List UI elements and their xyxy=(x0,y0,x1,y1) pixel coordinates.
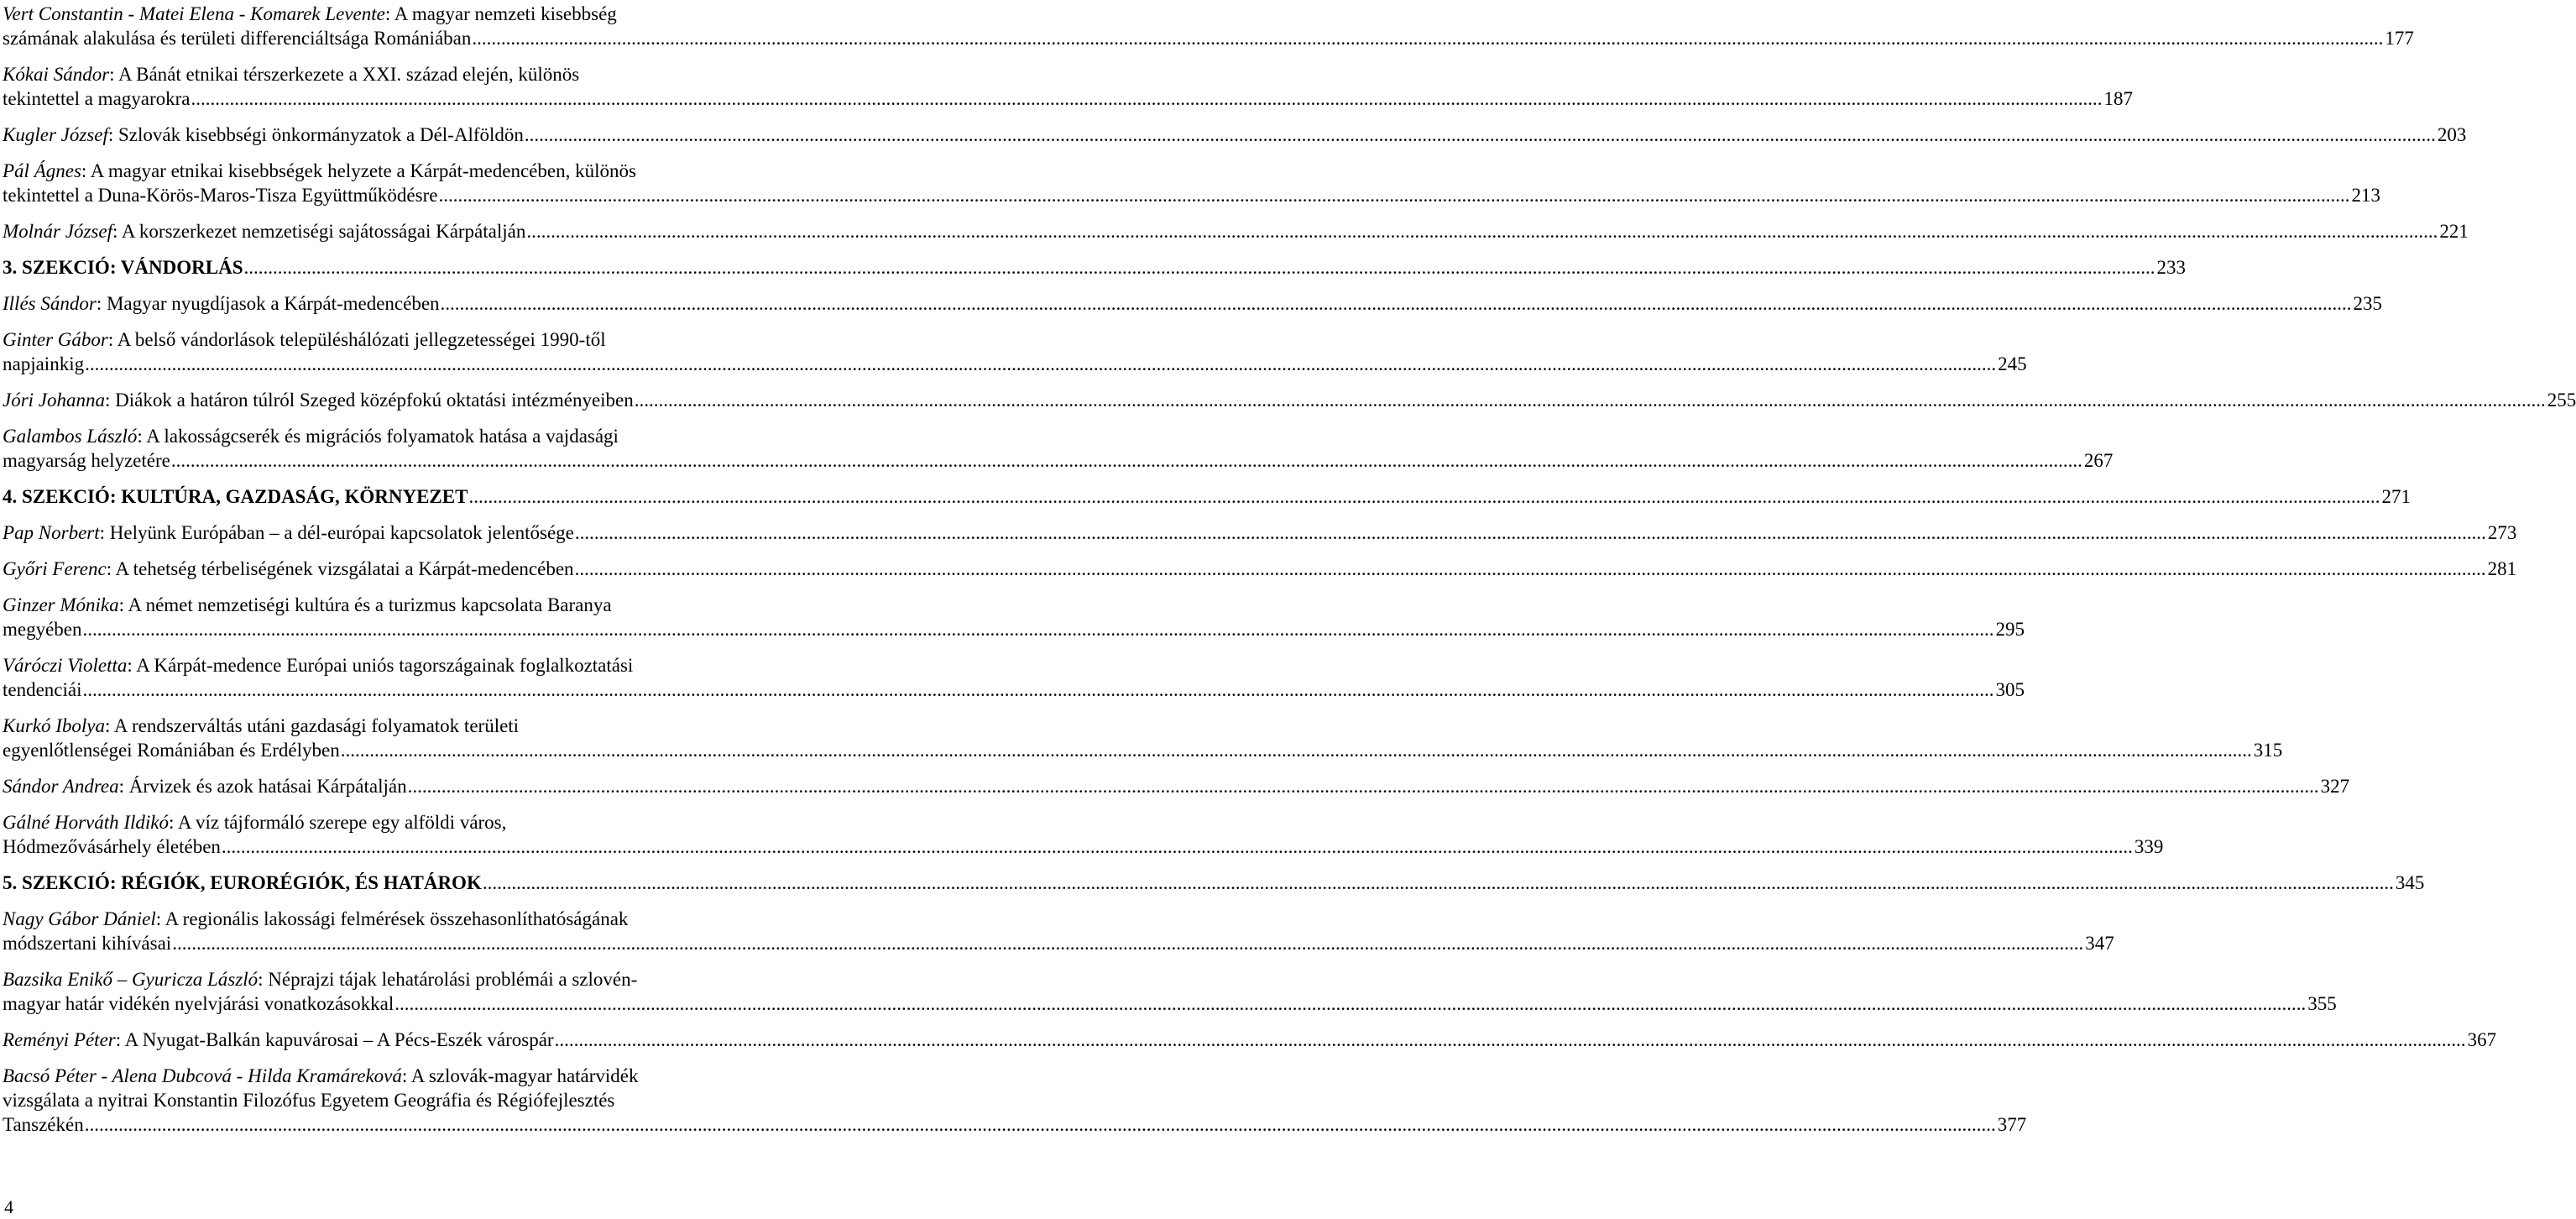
toc-line xyxy=(3,617,2025,641)
toc-title: : A német nemzetiségi kultúra és a turizmus kapcsolata Baranya xyxy=(118,594,612,615)
toc-title: napjainkig xyxy=(3,353,85,374)
toc-author: Győri Ferenc xyxy=(3,558,107,579)
toc-title: 5. SZEKCIÓ: RÉGIÓK, EURORÉGIÓK, ÉS HATÁROK xyxy=(3,872,482,893)
toc-entry xyxy=(3,388,2576,412)
toc-line xyxy=(3,1028,2497,1052)
dot-leader xyxy=(85,352,1996,376)
toc-text xyxy=(3,448,170,473)
dot-leader xyxy=(341,738,2252,762)
toc-page-number: 271 xyxy=(2381,486,2411,507)
toc-author: Vert Constantin - Matei Elena - Komarek Levente xyxy=(3,3,385,24)
toc-text xyxy=(3,774,407,798)
toc-text xyxy=(3,327,606,352)
toc-entry xyxy=(3,159,2380,207)
toc-entry xyxy=(3,123,2467,147)
toc-line xyxy=(3,255,2186,280)
toc-title: tendenciái xyxy=(3,679,82,700)
dot-leader xyxy=(172,931,2083,955)
toc-page-number: 235 xyxy=(2353,293,2383,314)
dot-leader xyxy=(635,388,2546,412)
toc-text xyxy=(3,557,574,581)
toc-page-number: 367 xyxy=(2467,1029,2497,1050)
toc-text xyxy=(3,183,437,207)
toc-text xyxy=(3,617,82,641)
toc-page-number: 345 xyxy=(2395,872,2425,893)
toc-entry xyxy=(3,967,2337,1016)
toc-title: vizsgálata a nyitrai Konstantin Filozófus Egyetem Geográfia és Régiófejlesztés xyxy=(3,1090,615,1111)
toc-entry xyxy=(3,810,2164,859)
toc-line xyxy=(3,159,802,183)
toc-text xyxy=(3,871,482,895)
toc-text xyxy=(3,255,243,280)
dot-leader xyxy=(244,255,2155,280)
toc-entry xyxy=(3,557,2517,581)
toc-text xyxy=(3,1064,639,1088)
toc-line xyxy=(3,2,802,26)
dot-leader xyxy=(85,1112,1996,1137)
toc-entry xyxy=(3,219,2469,243)
toc-text xyxy=(3,388,634,412)
toc-page-number: 273 xyxy=(2487,522,2517,543)
toc-author: Váróczi Violetta xyxy=(3,655,128,676)
toc-title: tekintettel a Duna-Körös-Maros-Tisza Együttműködésre xyxy=(3,185,438,206)
dot-leader xyxy=(441,291,2352,316)
dot-leader xyxy=(438,183,2349,207)
dot-leader xyxy=(525,123,2436,147)
toc-line xyxy=(3,1088,802,1112)
toc-text xyxy=(3,810,506,834)
dot-leader xyxy=(222,834,2133,859)
toc-text xyxy=(3,967,637,991)
toc-line xyxy=(3,521,2517,545)
toc-line xyxy=(3,219,2469,243)
toc-text xyxy=(3,714,519,738)
toc-line xyxy=(3,931,2114,955)
toc-text xyxy=(3,521,574,545)
toc-title: : A regionális lakossági felmérések összehasonlíthatóságának xyxy=(155,908,629,929)
dot-leader xyxy=(555,1028,2466,1052)
dot-leader xyxy=(483,871,2394,895)
toc-text xyxy=(3,291,440,316)
toc-text xyxy=(3,931,171,955)
toc-author: Sándor Andrea xyxy=(3,776,119,797)
toc-page-number: 255 xyxy=(2547,390,2576,411)
toc-title: módszertani kihívásai xyxy=(3,933,172,954)
toc-author: Ginzer Mónika xyxy=(3,594,119,615)
toc-line xyxy=(3,1064,802,1088)
toc-author: Kurkó Ibolya xyxy=(3,715,106,736)
toc-line xyxy=(3,738,2283,762)
toc-title: : A Kárpát-medence Európai uniós tagországainak foglalkoztatási xyxy=(127,655,634,676)
toc-title: egyenlőtlenségei Romániában és Erdélyben xyxy=(3,740,340,761)
toc-title: : Magyar nyugdíjasok a Kárpát-medencében xyxy=(96,293,440,314)
toc-title: Tanszékén xyxy=(3,1114,84,1135)
toc-title: megyében xyxy=(3,619,82,640)
toc-line xyxy=(3,327,802,352)
toc-page-number: 377 xyxy=(1997,1114,2027,1135)
toc-page-number: 177 xyxy=(2385,28,2414,49)
toc-page-number: 213 xyxy=(2351,185,2380,206)
dot-leader xyxy=(191,86,2103,111)
toc-page-number: 233 xyxy=(2156,257,2186,278)
toc-title: : A belső vándorlások településhálózati jellegzetességei 1990-től xyxy=(107,329,606,350)
toc-text xyxy=(3,738,340,762)
toc-line xyxy=(3,86,2134,111)
toc-section-heading xyxy=(3,484,2411,509)
toc-line xyxy=(3,484,2411,509)
toc-entry xyxy=(3,291,2383,316)
dot-leader xyxy=(575,521,2486,545)
toc-page-number: 245 xyxy=(1998,353,2027,374)
toc-page-number: 221 xyxy=(2439,221,2469,242)
toc-text xyxy=(3,653,633,678)
dot-leader xyxy=(394,991,2306,1016)
toc-author: Kugler József xyxy=(3,124,108,145)
toc-author: Reményi Péter xyxy=(3,1029,116,1050)
toc-text xyxy=(3,484,468,509)
toc-author: Illés Sándor xyxy=(3,293,97,314)
toc-page-number: 347 xyxy=(2085,933,2114,954)
toc-text xyxy=(3,678,82,702)
toc-title: magyar határ vidékén nyelvjárási vonatkozásokkal xyxy=(3,993,394,1014)
toc-author: Pap Norbert xyxy=(3,522,100,543)
toc-title: : A magyar etnikai kisebbségek helyzete a Kárpát-medencében, különös xyxy=(81,160,636,181)
toc-text xyxy=(3,86,191,111)
dot-leader xyxy=(171,448,2082,473)
dot-leader xyxy=(468,484,2380,509)
toc-page-number: 295 xyxy=(1995,619,2025,640)
toc-line xyxy=(3,810,802,834)
toc-line xyxy=(3,774,2350,798)
toc-title: 4. SZEKCIÓ: KULTÚRA, GAZDASÁG, KÖRNYEZET xyxy=(3,486,468,507)
toc-title: : Helyünk Európában – a dél-európai kapcsolatok jelentősége xyxy=(99,522,574,543)
toc-text xyxy=(3,424,619,448)
toc-line xyxy=(3,62,802,86)
toc-text xyxy=(3,834,221,859)
toc-author: Gálné Horváth Ildikó xyxy=(3,812,170,833)
toc-title: : A szlovák-magyar határvidék xyxy=(401,1065,639,1086)
toc-title: : Árvizek és azok hatásai Kárpátalján xyxy=(118,776,407,797)
toc-entry xyxy=(3,62,2134,111)
toc-title: : Néprajzi tájak lehatárolási problémái a szlovén- xyxy=(258,969,638,990)
toc-text xyxy=(3,1112,84,1137)
toc-author: Molnár József xyxy=(3,221,112,242)
toc-entry xyxy=(3,907,2114,955)
toc-text xyxy=(3,593,612,617)
toc-title: : Szlovák kisebbségi önkormányzatok a Dél-Alföldön xyxy=(107,124,524,145)
toc-page-number: 355 xyxy=(2307,993,2337,1014)
toc-line xyxy=(3,183,2380,207)
toc-author: Bacsó Péter - Alena Dubcová - Hilda Kramáreková xyxy=(3,1065,402,1086)
toc-entry xyxy=(3,774,2350,798)
toc-section-heading xyxy=(3,255,2186,280)
toc-title: magyarság helyzetére xyxy=(3,450,170,471)
toc-line xyxy=(3,593,802,617)
toc-title: : A víz tájformáló szerepe egy alföldi város, xyxy=(169,812,507,833)
toc-text xyxy=(3,219,525,243)
toc-page-number: 315 xyxy=(2253,740,2283,761)
toc-author: Kókai Sándor xyxy=(3,64,110,85)
toc-section-heading xyxy=(3,871,2425,895)
toc-entry xyxy=(3,1028,2497,1052)
toc-author: Bazsika Enikő – Gyuricza László xyxy=(3,969,259,990)
toc-line xyxy=(3,967,802,991)
toc-title: 3. SZEKCIÓ: VÁNDORLÁS xyxy=(3,257,243,278)
toc-line xyxy=(3,388,2576,412)
dot-leader xyxy=(83,617,1994,641)
toc-page-number: 327 xyxy=(2320,776,2350,797)
toc-line xyxy=(3,123,2467,147)
toc-author: Galambos László xyxy=(3,426,138,447)
toc-text xyxy=(3,123,524,147)
toc-title: Hódmezővásárhely életében xyxy=(3,836,221,857)
dot-leader xyxy=(83,678,1994,702)
toc-entry xyxy=(3,653,2025,702)
toc-line xyxy=(3,991,2337,1016)
toc-entry xyxy=(3,424,2114,473)
toc-title: számának alakulása és területi differenciáltsága Romániában xyxy=(3,28,472,49)
toc-line xyxy=(3,557,2517,581)
toc-title: : A tehetség térbeliségének vizsgálatai a Kárpát-medencében xyxy=(106,558,574,579)
toc-title: tekintettel a magyarokra xyxy=(3,88,191,109)
toc-title: : A Nyugat-Balkán kapuvárosai – A Pécs-Eszék várospár xyxy=(115,1029,554,1050)
toc-line xyxy=(3,448,2114,473)
toc-line xyxy=(3,871,2425,895)
toc-entry xyxy=(3,593,2025,641)
toc-author: Jóri Johanna xyxy=(3,390,106,411)
dot-leader xyxy=(472,26,2383,50)
toc-line xyxy=(3,653,802,678)
toc-text xyxy=(3,991,394,1016)
toc-line xyxy=(3,26,2414,50)
toc-page-number: 203 xyxy=(2437,124,2467,145)
toc-title: : Diákok a határon túlról Szeged középfokú oktatási intézményeiben xyxy=(105,390,634,411)
toc-title: : A korszerkezet nemzetiségi sajátosságai Kárpátalján xyxy=(112,221,526,242)
toc-author: Pál Ágnes xyxy=(3,160,81,181)
toc-text xyxy=(3,1088,614,1112)
toc-text xyxy=(3,62,579,86)
toc-page-number: 339 xyxy=(2134,836,2164,857)
toc-page-number: 281 xyxy=(2487,558,2517,579)
toc-title: : A rendszerváltás utáni gazdasági folyamatok területi xyxy=(105,715,520,736)
toc-text xyxy=(3,907,628,931)
toc-line xyxy=(3,714,802,738)
toc-author: Ginter Gábor xyxy=(3,329,108,350)
page-number: 4 xyxy=(4,1196,13,1217)
toc-entry xyxy=(3,714,2283,762)
toc-page-number: 267 xyxy=(2083,450,2114,471)
toc-title: : A lakosságcserék és migrációs folyamatok hatása a vajdasági xyxy=(137,426,619,447)
toc-page-number: 305 xyxy=(1995,679,2025,700)
toc-line xyxy=(3,424,802,448)
toc-text xyxy=(3,1028,554,1052)
toc-author: Nagy Gábor Dániel xyxy=(3,908,156,929)
toc-line xyxy=(3,352,2027,376)
toc-text xyxy=(3,159,636,183)
dot-leader xyxy=(526,219,2438,243)
toc-entry xyxy=(3,327,2027,376)
toc-text xyxy=(3,26,471,50)
toc-line xyxy=(3,678,2025,702)
toc-line xyxy=(3,291,2383,316)
toc-title: : A magyar nemzeti kisebbség xyxy=(384,3,617,24)
toc-entry xyxy=(3,521,2517,545)
toc-text xyxy=(3,352,84,376)
dot-leader xyxy=(408,774,2319,798)
toc-page-number: 187 xyxy=(2103,88,2134,109)
toc-line xyxy=(3,834,2164,859)
toc-line xyxy=(3,907,802,931)
dot-leader xyxy=(575,557,2486,581)
toc-entry xyxy=(3,1064,2027,1137)
toc-title: : A Bánát etnikai térszerkezete a XXI. század elején, különös xyxy=(109,64,580,85)
toc-text xyxy=(3,2,617,26)
table-of-contents xyxy=(3,2,2576,1148)
toc-entry xyxy=(3,2,2414,50)
toc-line xyxy=(3,1112,2027,1137)
